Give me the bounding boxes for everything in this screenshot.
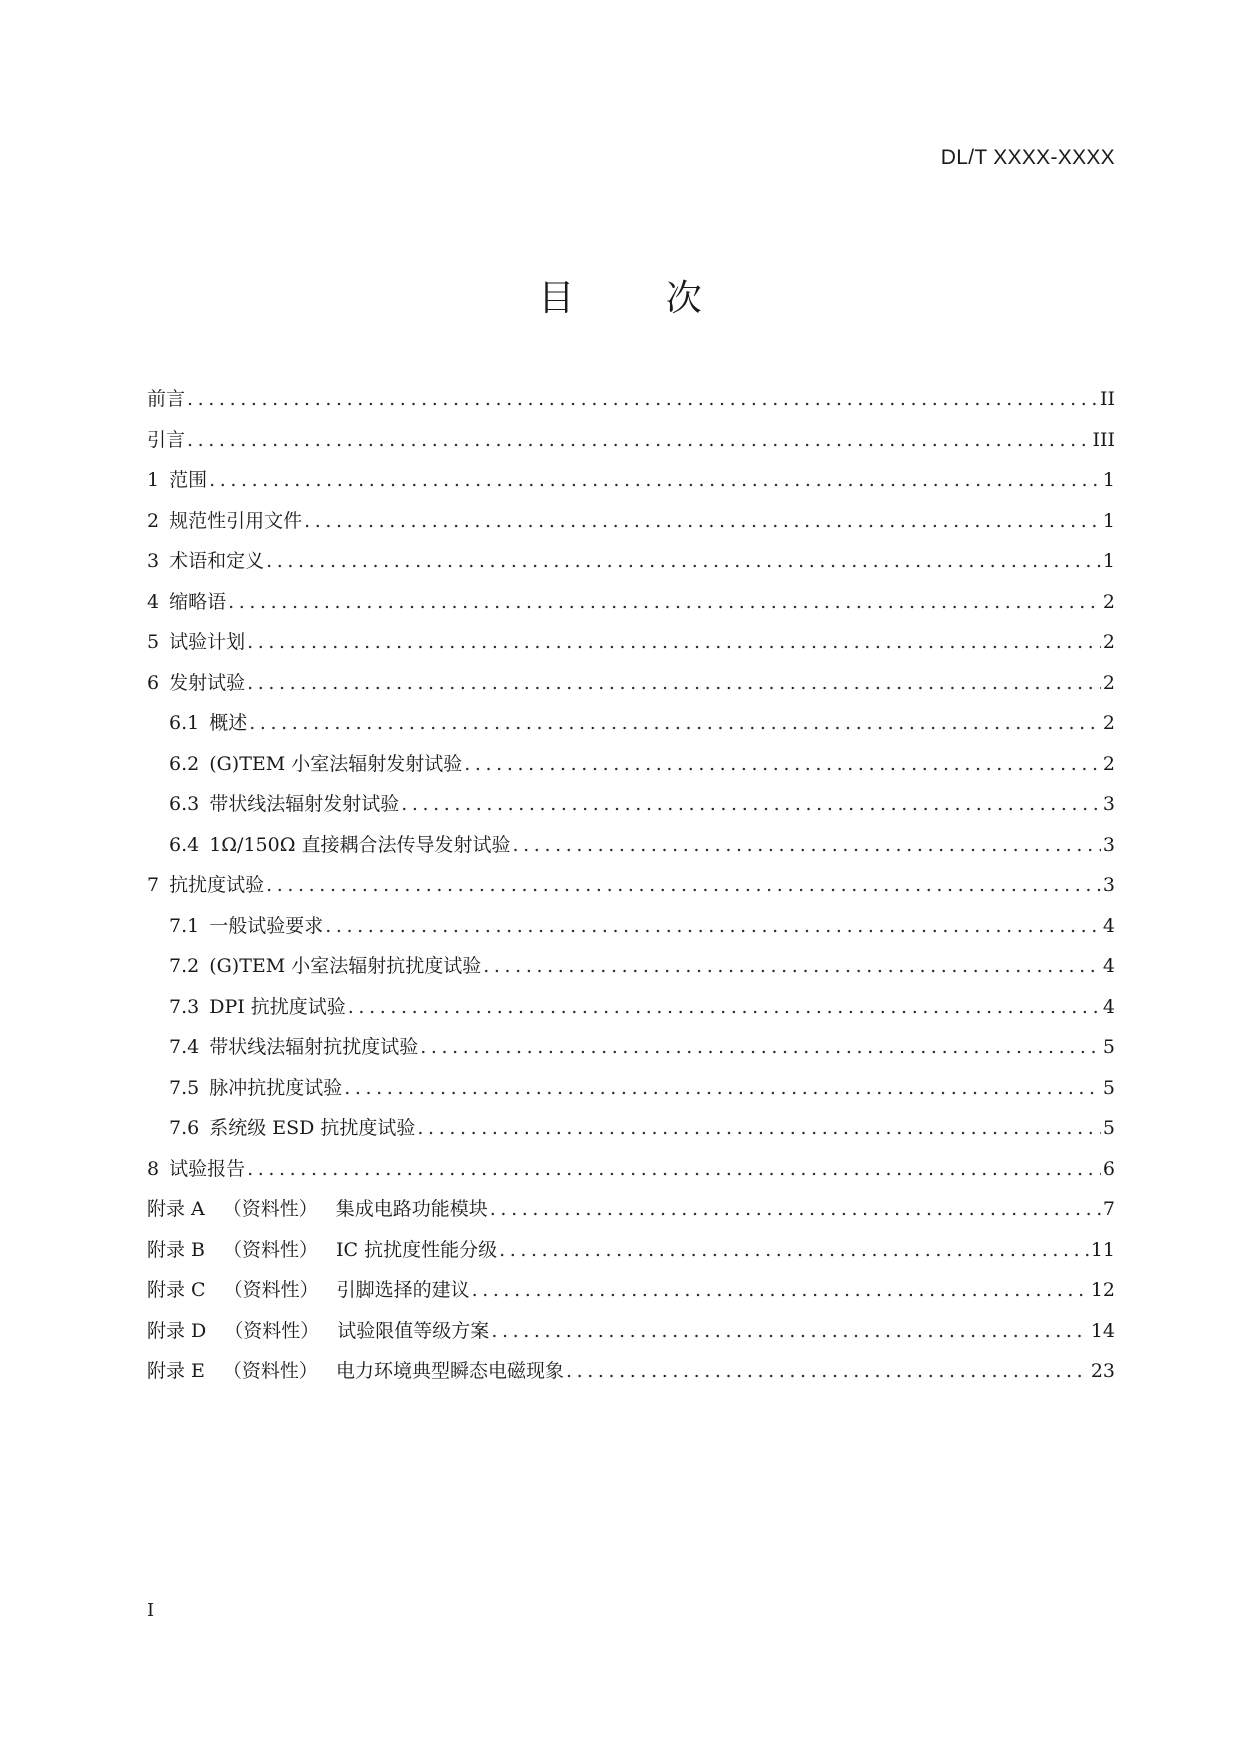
appendix-tag: 附录 B: [147, 1238, 206, 1261]
toc-entry-page: 3: [1101, 831, 1115, 859]
dot-leader: [228, 588, 1101, 616]
dot-leader: [304, 507, 1101, 535]
toc-entry-title: 前言: [147, 388, 186, 410]
toc-entry-page: 4: [1101, 912, 1115, 940]
dot-leader: [420, 1033, 1101, 1061]
toc-entry[interactable]: [147, 426, 1115, 467]
toc-entry-number: 6.2: [169, 752, 200, 775]
dot-leader: [566, 1357, 1089, 1385]
toc-entry-label: [169, 912, 325, 940]
toc-entry-label: [147, 871, 266, 899]
toc-entry[interactable]: [147, 993, 1115, 1034]
appendix-tag: 附录 E: [147, 1360, 205, 1382]
toc-entry-label: [147, 385, 187, 413]
toc-entry-label: [169, 952, 483, 980]
toc-entry-number: 6.3: [169, 793, 200, 815]
toc-entry-number: 7.2: [169, 955, 200, 977]
toc-entry-title: 试验计划: [169, 631, 246, 653]
footer-page-number: I: [147, 1600, 155, 1621]
toc-entry[interactable]: [147, 1155, 1115, 1196]
dot-leader: [247, 1155, 1101, 1183]
toc-entry-label: [147, 1236, 499, 1264]
appendix-kind: （资料性）: [224, 1319, 320, 1342]
toc-entry-title: (G)TEM 小室法辐射抗扰度试验: [209, 955, 482, 977]
toc-entry-number: 5: [147, 631, 160, 653]
toc-entry-title: 带状线法辐射发射试验: [209, 793, 400, 815]
dot-leader: [472, 1276, 1089, 1304]
toc-entry-number: 2: [147, 509, 160, 532]
toc-entry-title: 规范性引用文件: [169, 509, 303, 532]
toc-entry-number: 7.1: [169, 914, 200, 937]
toc-entry-page: 14: [1089, 1317, 1115, 1345]
toc-entry[interactable]: [147, 952, 1115, 993]
toc-entry-title: 术语和定义: [169, 550, 265, 572]
toc-entry-title: IC 抗扰度性能分级: [336, 1238, 498, 1261]
toc-entry-title: (G)TEM 小室法辐射发射试验: [209, 752, 463, 775]
toc-entry[interactable]: [147, 912, 1115, 953]
toc-entry-page: 4: [1101, 952, 1115, 980]
dot-leader: [490, 1195, 1101, 1223]
toc-entry-page: 3: [1101, 790, 1115, 818]
toc-entry[interactable]: [147, 1074, 1115, 1115]
toc-entry[interactable]: [147, 790, 1115, 831]
toc-entry[interactable]: [147, 709, 1115, 750]
toc-entry-label: [169, 790, 401, 818]
dot-leader: [187, 426, 1090, 454]
toc-entry-label: [147, 1155, 247, 1183]
toc-entry-page: 23: [1089, 1357, 1115, 1385]
dot-leader: [325, 912, 1101, 940]
toc-entry[interactable]: [147, 588, 1115, 629]
appendix-tag: 附录 C: [147, 1279, 206, 1301]
toc-entry-page: 2: [1101, 669, 1115, 697]
toc-entry-page: 2: [1101, 750, 1115, 778]
toc-entry-title: 一般试验要求: [209, 914, 324, 937]
toc-entry-page: 2: [1101, 709, 1115, 737]
dot-leader: [348, 993, 1101, 1021]
toc-entry[interactable]: [147, 466, 1115, 507]
document-code: DL/T XXXX-XXXX: [940, 146, 1115, 169]
toc-title: 目 次: [538, 278, 742, 319]
toc-entry-number: 7.6: [169, 1117, 200, 1139]
toc-entry-page: 12: [1089, 1276, 1115, 1304]
toc-entry-title: DPI 抗扰度试验: [209, 995, 346, 1018]
toc-entry-number: 7.3: [169, 995, 200, 1018]
toc-entry[interactable]: [147, 750, 1115, 791]
dot-leader: [464, 750, 1101, 778]
dot-leader: [187, 385, 1098, 413]
dot-leader: [266, 871, 1101, 899]
toc-entry-title: 缩略语: [169, 590, 227, 613]
toc-entry-title: 引言: [147, 428, 186, 451]
toc-entry-page: 2: [1101, 588, 1115, 616]
dot-leader: [483, 952, 1101, 980]
toc-entry-number: 4: [147, 590, 160, 613]
toc-entry-number: 7.5: [169, 1076, 200, 1099]
dot-leader: [266, 547, 1101, 575]
toc-entry-label: [147, 466, 209, 494]
toc-entry-page: 4: [1101, 993, 1115, 1021]
dot-leader: [499, 1236, 1089, 1264]
toc-entry-title: 系统级 ESD 抗扰度试验: [209, 1117, 416, 1139]
toc-appendix-entry[interactable]: [147, 1357, 1115, 1398]
toc-entry-number: 6: [147, 671, 160, 694]
toc-entry-page: 2: [1101, 628, 1115, 656]
dot-leader: [401, 790, 1101, 818]
toc-entry-page: 11: [1089, 1236, 1115, 1264]
dot-leader: [344, 1074, 1101, 1102]
toc-appendix-entry[interactable]: [147, 1195, 1115, 1236]
toc-entry-label: [169, 993, 348, 1021]
toc-entry-page: III: [1090, 426, 1115, 454]
toc-entry-title: 试验限值等级方案: [337, 1319, 490, 1342]
toc-entry-title: 集成电路功能模块: [335, 1198, 488, 1220]
toc-entry-label: [147, 547, 266, 575]
appendix-kind: （资料性）: [223, 1279, 319, 1301]
toc-entry-number: 1: [147, 469, 160, 491]
toc-entry-page: 7: [1101, 1195, 1115, 1223]
toc-entry-page: 6: [1101, 1155, 1115, 1183]
toc-entry[interactable]: [147, 507, 1115, 548]
toc-entry-number: 8: [147, 1157, 160, 1180]
appendix-tag: 附录 D: [147, 1319, 207, 1342]
toc-entry-title: 抗扰度试验: [169, 874, 265, 896]
toc-entry-number: 6.4: [169, 833, 200, 856]
dot-leader: [249, 709, 1101, 737]
toc-appendix-entry[interactable]: [147, 1317, 1115, 1358]
appendix-kind: （资料性）: [222, 1198, 318, 1220]
toc-entry-title: 试验报告: [169, 1157, 246, 1180]
toc-entry-number: 7: [147, 874, 160, 896]
toc-entry-label: [147, 1317, 491, 1345]
toc-entry-number: 3: [147, 550, 160, 572]
toc-entry-label: [147, 1195, 490, 1223]
dot-leader: [247, 628, 1101, 656]
toc-entry-title: 带状线法辐射抗扰度试验: [209, 1036, 419, 1058]
toc-entry-title: 脉冲抗扰度试验: [209, 1076, 343, 1099]
toc-entry-title: 范围: [169, 469, 208, 491]
toc-entry-label: [147, 669, 247, 697]
toc-entry-title: 电力环境典型瞬态电磁现象: [335, 1360, 564, 1382]
toc-entry[interactable]: [147, 1033, 1115, 1074]
toc-appendix-entry[interactable]: [147, 1276, 1115, 1317]
dot-leader: [209, 466, 1101, 494]
toc-entry-label: [169, 1033, 420, 1061]
toc-entry[interactable]: [147, 1114, 1115, 1155]
toc-entry[interactable]: [147, 871, 1115, 912]
toc-entry[interactable]: [147, 547, 1115, 588]
toc-entry-number: 7.4: [169, 1036, 200, 1058]
toc-entry-title: 引脚选择的建议: [336, 1279, 470, 1301]
toc-entry-label: [169, 1114, 417, 1142]
appendix-kind: （资料性）: [223, 1238, 319, 1261]
toc-entry-page: 1: [1101, 547, 1115, 575]
toc-entry-title: 1Ω/150Ω 直接耦合法传导发射试验: [209, 833, 511, 856]
table-of-contents: [147, 385, 1115, 1398]
toc-entry[interactable]: [147, 669, 1115, 710]
toc-entry-label: [169, 709, 249, 737]
toc-entry-page: 3: [1101, 871, 1115, 899]
toc-entry-title: 发射试验: [169, 671, 246, 694]
toc-entry-label: [147, 588, 228, 616]
toc-entry-page: II: [1098, 385, 1115, 413]
toc-entry-page: 1: [1101, 466, 1115, 494]
toc-entry-label: [147, 426, 187, 454]
toc-entry-label: [169, 1074, 344, 1102]
toc-entry-page: 5: [1101, 1074, 1115, 1102]
toc-entry-page: 1: [1101, 507, 1115, 535]
toc-entry-page: 5: [1101, 1114, 1115, 1142]
toc-entry-label: [147, 507, 304, 535]
toc-entry-label: [147, 628, 247, 656]
appendix-kind: （资料性）: [222, 1360, 318, 1382]
toc-entry[interactable]: [147, 831, 1115, 872]
toc-entry-label: [147, 1276, 472, 1304]
toc-entry-number: 6.1: [169, 712, 200, 734]
dot-leader: [417, 1114, 1100, 1142]
appendix-tag: 附录 A: [147, 1198, 205, 1220]
toc-entry-label: [147, 1357, 566, 1385]
dot-leader: [247, 669, 1101, 697]
toc-entry[interactable]: [147, 385, 1115, 426]
dot-leader: [513, 831, 1101, 859]
toc-entry-label: [169, 831, 513, 859]
toc-entry[interactable]: [147, 628, 1115, 669]
dot-leader: [491, 1317, 1089, 1345]
toc-appendix-entry[interactable]: [147, 1236, 1115, 1277]
toc-entry-page: 5: [1101, 1033, 1115, 1061]
toc-entry-title: 概述: [209, 712, 248, 734]
toc-entry-label: [169, 750, 464, 778]
